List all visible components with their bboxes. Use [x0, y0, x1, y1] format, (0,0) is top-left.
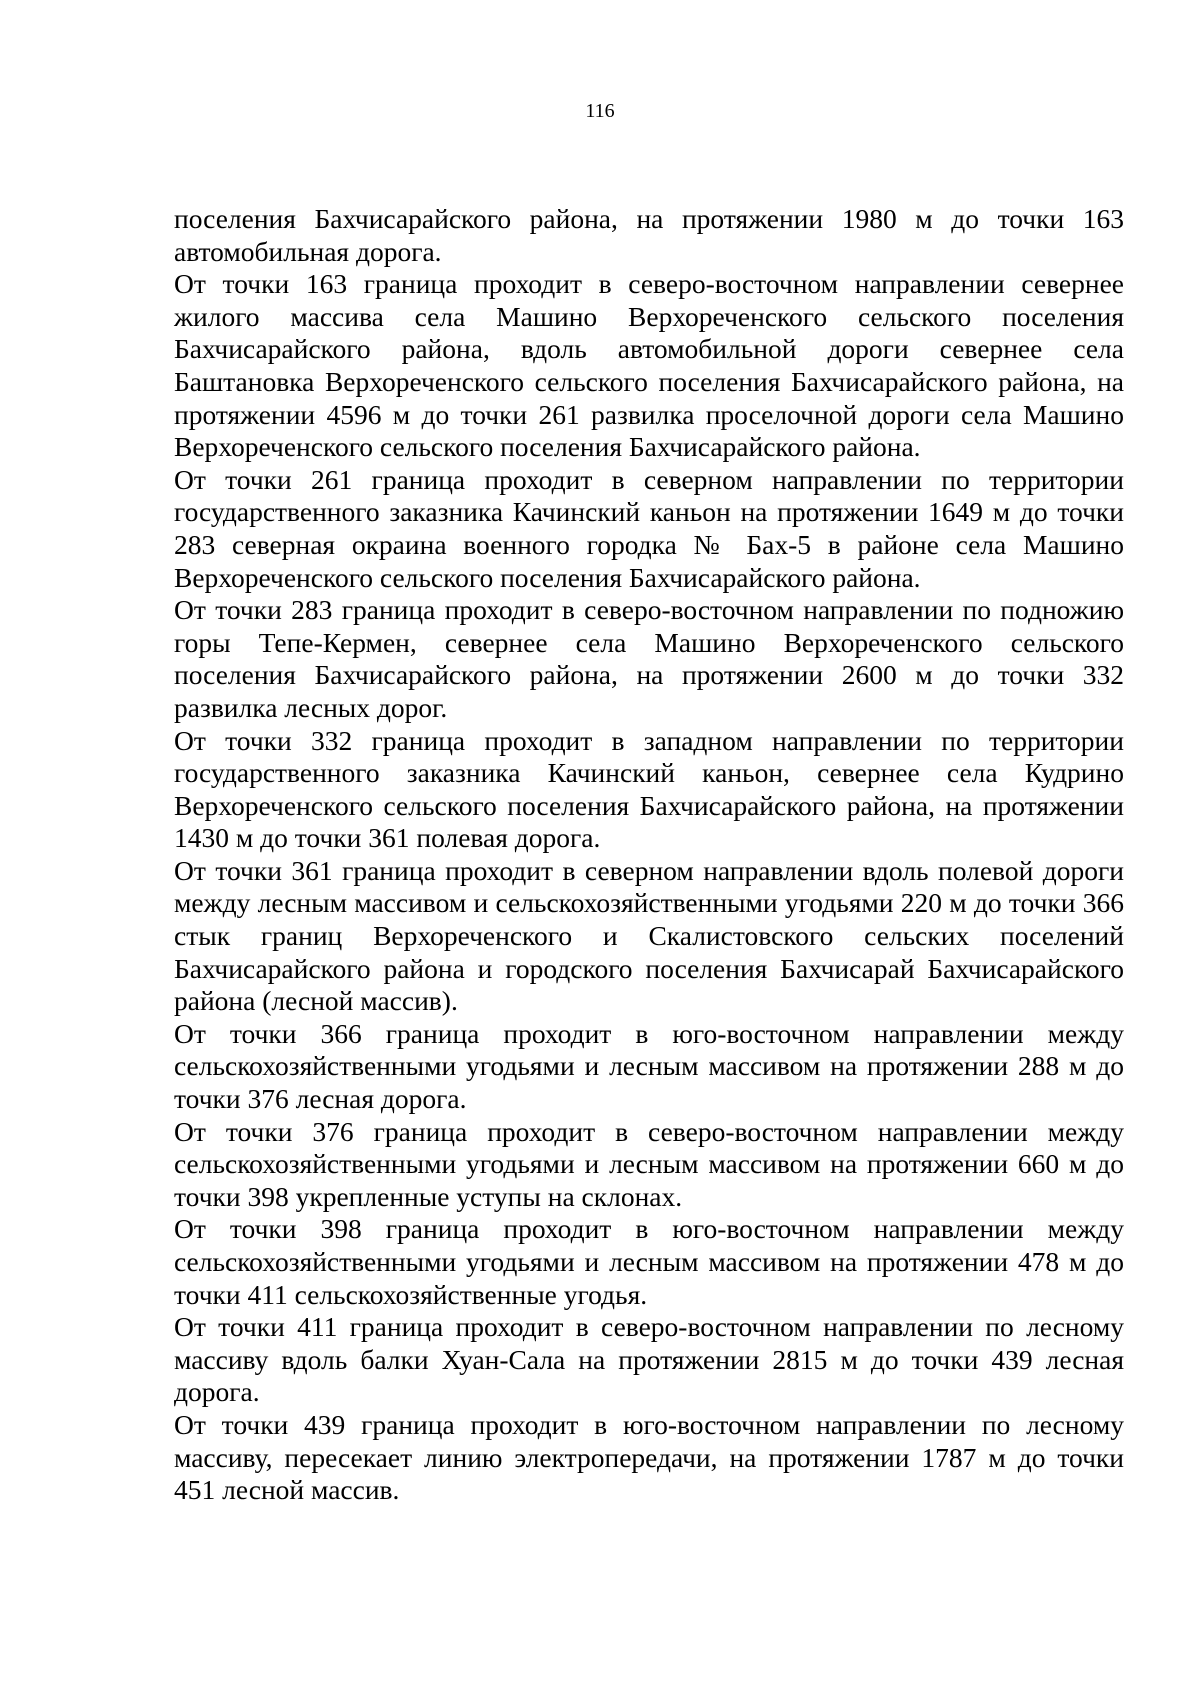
paragraph: От точки 163 граница проходит в северо-восточном направлении севернее жилого массива села Машино Верхореченского сельского поселения Бахчисарайского района, вдоль автомобильной дороги севернее села Баштановка Верхореченского сельского поселения Бахчисарайского района, на протяжении 4596 м до точки 261 развилка проселочной дороги села Машино Верхореченского сельского поселения Бахчисарайского района. [174, 268, 1124, 463]
paragraph: От точки 411 граница проходит в северо-восточном направлении по лесному массиву вдоль балки Хуан-Сала на протяжении 2815 м до точки 439 лесная дорога. [174, 1311, 1124, 1408]
paragraph: От точки 439 граница проходит в юго-восточном направлении по лесному массиву, пересекает линию электропередачи, на протяжении 1787 м до точки 451 лесной массив. [174, 1408, 1124, 1506]
paragraph: От точки 376 граница проходит в северо-восточном направлении между сельскохозяйственными угодьями и лесным массивом на протяжении 660 м до точки 398 укрепленные уступы на склонах. [174, 1115, 1124, 1212]
paragraph: От точки 332 граница проходит в западном направлении по территории государственного заказника Качинский каньон, севернее села Кудрино Верхореченского сельского поселения Бахчисарайского района, на протяжении 1430 м до точки 361 полевая дорога. [174, 724, 1124, 854]
page-number: 116 [585, 100, 615, 122]
document-body [174, 203, 1124, 1507]
paragraph: От точки 366 граница проходит в юго-восточном направлении между сельскохозяйственными угодьями и лесным массивом на протяжении 288 м до точки 376 лесная дорога. [174, 1017, 1124, 1115]
paragraph: От точки 261 граница проходит в северном направлении по территории государственного заказника Качинский каньон на протяжении 1649 м до точки 283 северная окраина военного городка № Бах-5 в районе села Машино Верхореченского сельского поселения Бахчисарайского района. [174, 463, 1124, 593]
paragraph: От точки 361 граница проходит в северном направлении вдоль полевой дороги между лесным массивом и сельскохозяйственными угодьями 220 м до точки 366 стык границ Верхореченского и Скалистовского сельских поселений Бахчисарайского района и городского поселения Бахчисарай Бахчисарайского района (лесной массив). [174, 854, 1124, 1017]
paragraph: От точки 398 граница проходит в юго-восточном направлении между сельскохозяйственными угодьями и лесным массивом на протяжении 478 м до точки 411 сельскохозяйственные угодья. [174, 1213, 1124, 1310]
paragraph: поселения Бахчисарайского района, на протяжении 1980 м до точки 163 автомобильная дорога. [174, 203, 1124, 267]
paragraph: От точки 283 граница проходит в северо-восточном направлении по подножию горы Тепе-Кермен, севернее села Машино Верхореченского сельского поселения Бахчисарайского района, на протяжении 2600 м до точки 332 развилка лесных дорог. [174, 594, 1124, 723]
